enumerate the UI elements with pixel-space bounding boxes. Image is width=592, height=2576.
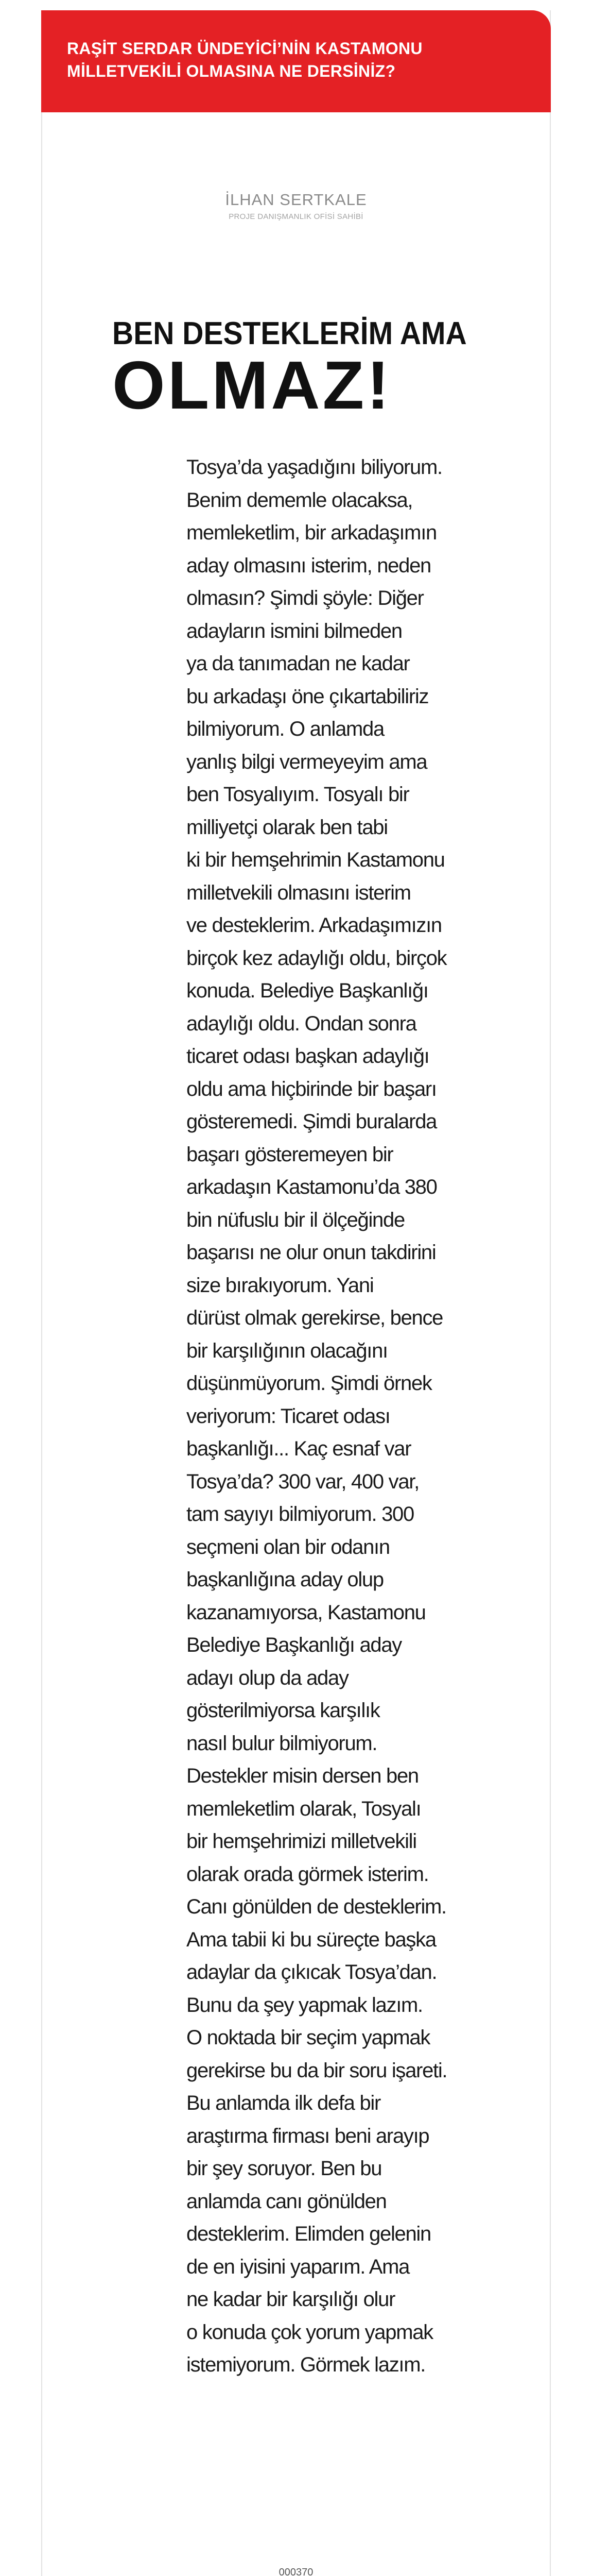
body-line: tam sayıyı bilmiyorum. 300 [186,1503,414,1526]
body-line: desteklerim. Elimden gelenin [186,2223,431,2245]
body-line: Bu anlamda ilk defa bir [186,2092,380,2114]
body-line: Tosya’da? 300 var, 400 var, [186,1470,419,1493]
body-line: adayı olup da aday [186,1666,349,1689]
body-line: arkadaşın Kastamonu’da 380 [186,1176,437,1198]
body-line: birçok kez adaylığı oldu, birçok [186,946,447,970]
footer [41,2566,551,2576]
body-line: gerekirse bu da bir soru işareti. [186,2059,447,2082]
body-line: başarısı ne olur onun takdirini [186,1241,436,1264]
body-line: adayların ismini bilmeden [186,619,402,642]
page-code: 000370 [278,2567,314,2576]
body-line: Bunu da şey yapmak lazım. [186,1993,423,2016]
question-line-1: RAŞİT SERDAR ÜNDEYİCİ’NİN KASTAMONU [67,39,423,58]
body-line: bir hemşehrimizi milletvekili [186,1830,416,1853]
body-line: aday olmasını isterim, neden [186,554,431,577]
body-line: gösterilmiyorsa karşılık [186,1699,380,1722]
body-line: Destekler misin dersen ben [186,1765,419,1787]
headline-line-1: BEN DESTEKLERİM AMA [112,316,467,351]
body-line: ve desteklerim. Arkadaşımızın [186,914,442,937]
body-line: bu arkadaşı öne çıkartabiliriz [186,685,429,708]
body-line: milliyetçi olarak ben tabi [186,816,388,839]
body-line: gösteremedi. Şimdi buralarda [186,1110,437,1133]
question-heading [67,37,551,82]
author-block [41,191,551,221]
body-line: Tosya’da yaşadığını biliyorum. [186,456,442,479]
body-line: ticaret odası başkan adaylığı [186,1045,429,1067]
body-line: Ama tabii ki bu süreçte başka [186,1928,436,1951]
body-line: bir karşılığının olacağını [186,1339,388,1362]
body-line: başarı gösteremeyen bir [186,1143,393,1166]
body-line: ya da tanımadan ne kadar [186,652,410,675]
body-line: O noktada bir seçim yapmak [186,2026,430,2049]
body-line: Benim dememle olacaksa, [186,488,413,512]
author-title: PROJE DANIŞMANLIK OFİSİ SAHİBİ [229,212,363,221]
body-line: size bırakıyorum. Yani [186,1274,374,1297]
body-line: istemiyorum. Görmek lazım. [186,2353,426,2376]
body-line: memleketlim olarak, Tosyalı [186,1797,421,1820]
body-line: bilmiyorum. O anlamda [186,718,384,740]
author-name: İLHAN SERTKALE [225,191,367,209]
body-line: ne kadar bir karşılığı olur [186,2288,395,2311]
body-line: bin nüfuslu bir il ölçeğinde [186,1208,405,1231]
body-line: kazanamıyorsa, Kastamonu [186,1601,426,1624]
body-line: o konuda çok yorum yapmak [186,2320,433,2344]
question-line-2: MİLLETVEKİLİ OLMASINA NE DERSİNİZ? [67,62,396,80]
article-body [186,451,475,2382]
body-line: ki bir hemşehrimin Kastamonu [186,849,445,871]
body-line: ben Tosyalıyım. Tosyalı bir [186,783,409,806]
body-line: düşünmüyorum. Şimdi örnek [186,1372,432,1395]
headline [112,315,524,423]
body-line: konuda. Belediye Başkanlığı [186,979,428,1002]
body-line: milletvekili olmasını isterim [186,881,411,904]
body-line: adaylar da çıkıcak Tosya’dan. [186,1961,437,1984]
body-line: anlamda canı gönülden [186,2190,387,2213]
body-line: Canı gönülden de desteklerim. [186,1895,446,1918]
body-line: dürüst olmak gerekirse, bence [186,1307,443,1329]
headline-line-2: OLMAZ! [112,347,392,423]
body-line: adaylığı oldu. Ondan sonra [186,1012,416,1035]
question-banner [41,10,551,112]
body-line: oldu ama hiçbirinde bir başarı [186,1077,437,1100]
body-line: memleketlim, bir arkadaşımın [186,521,437,544]
body-line: olarak orada görmek isterim. [186,1862,429,1886]
body-line: yanlış bilgi vermeyeyim ama [186,750,427,773]
body-line: başkanlığına aday olup [186,1568,384,1591]
body-line: başkanlığı... Kaç esnaf var [186,1437,411,1460]
body-line: nasıl bulur bilmiyorum. [186,1732,377,1755]
body-line: olmasın? Şimdi şöyle: Diğer [186,587,424,609]
body-line: veriyorum: Ticaret odası [186,1404,390,1428]
body-line: de en iyisini yaparım. Ama [186,2255,410,2278]
body-line: bir şey soruyor. Ben bu [186,2157,382,2180]
body-line: araştırma firması beni arayıp [186,2124,429,2147]
body-line: Belediye Başkanlığı aday [186,1634,402,1656]
body-line: seçmeni olan bir odanın [186,1535,390,1558]
